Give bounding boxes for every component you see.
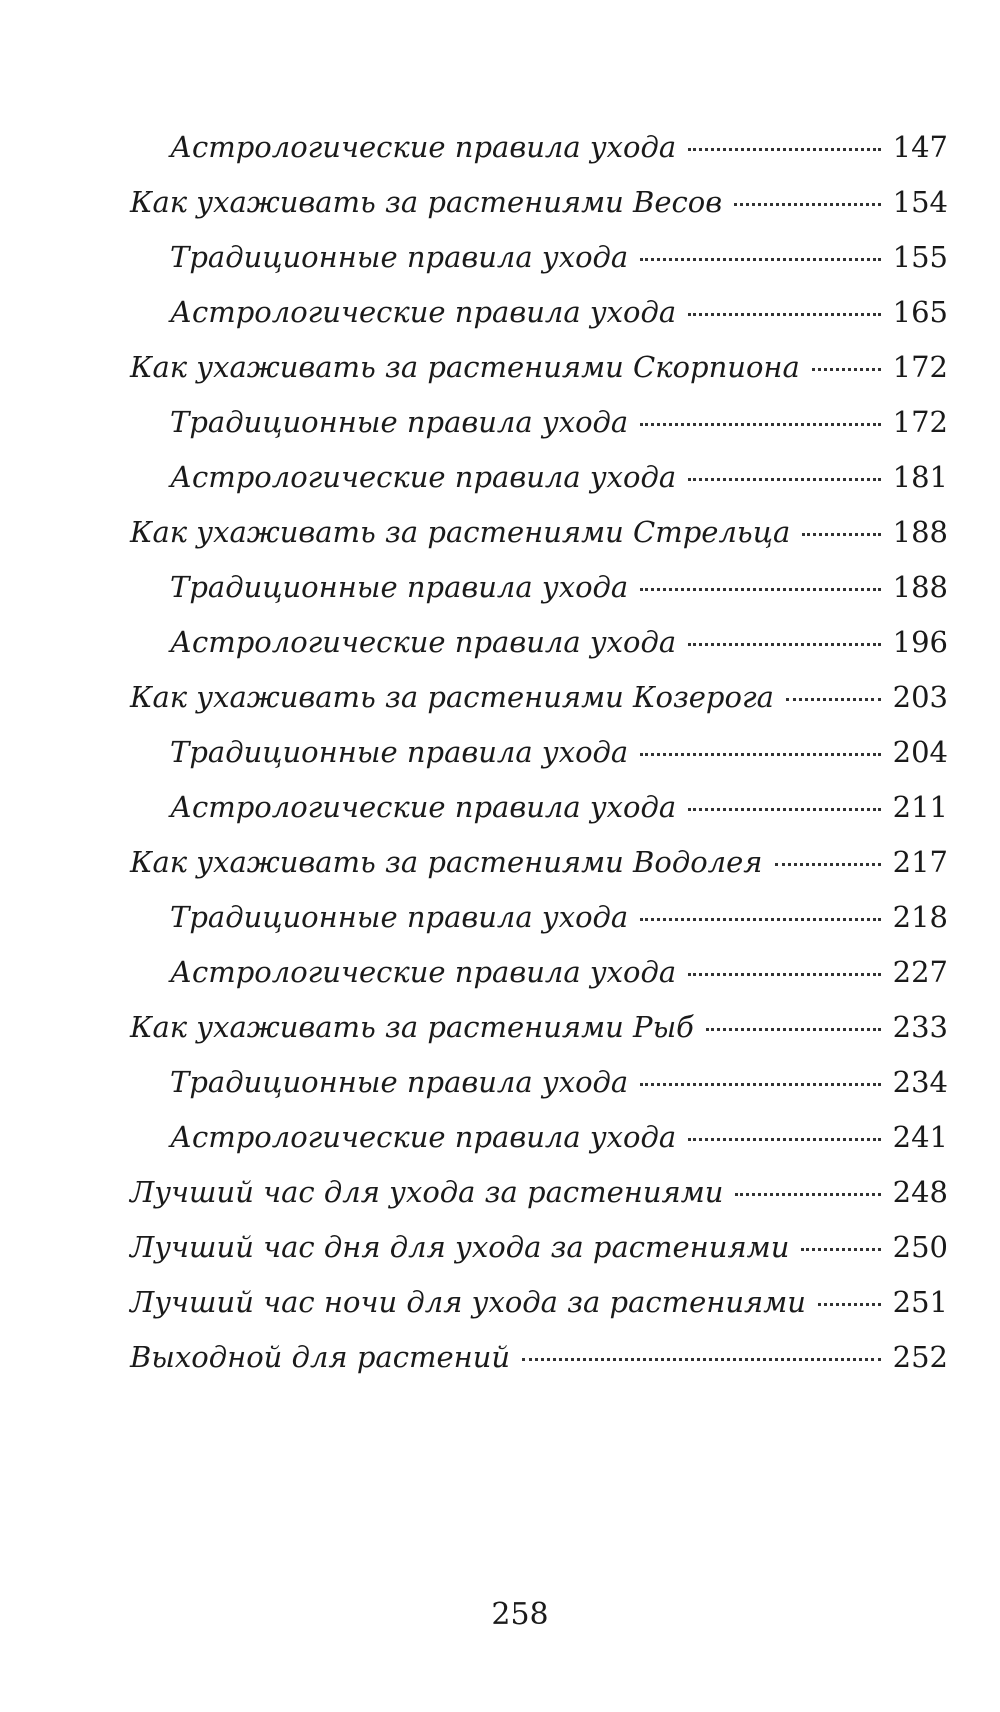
dot-leader — [688, 148, 880, 151]
toc-entry-page: 188 — [892, 515, 948, 549]
toc-entry-page: 250 — [892, 1230, 948, 1264]
toc-entry-page: 203 — [892, 680, 948, 714]
toc-entry-page: 204 — [892, 735, 948, 769]
toc-entry-title: Как ухаживать за растениями Водолея — [130, 845, 763, 879]
toc-entry-page: 227 — [892, 955, 948, 989]
dot-leader — [688, 478, 880, 481]
dot-leader — [640, 258, 880, 261]
dot-leader — [688, 643, 880, 646]
toc-entry-page: 181 — [892, 460, 948, 494]
dot-leader — [786, 698, 881, 701]
toc-entry — [130, 670, 948, 725]
toc-entry-title: Астрологические правила ухода — [170, 1120, 677, 1154]
toc-entry — [130, 230, 948, 285]
toc-entry — [130, 780, 948, 835]
toc-entry-title: Лучший час для ухода за растениями — [130, 1175, 724, 1209]
toc-entry-title: Как ухаживать за растениями Рыб — [130, 1010, 694, 1044]
toc-entry-page: 188 — [892, 570, 948, 604]
dot-leader — [688, 1138, 880, 1141]
dot-leader — [812, 368, 881, 371]
dot-leader — [688, 973, 880, 976]
toc-entry-title: Как ухаживать за растениями Козерога — [130, 680, 774, 714]
dot-leader — [688, 808, 880, 811]
dot-leader — [802, 533, 880, 536]
dot-leader — [706, 1028, 881, 1031]
dot-leader — [688, 313, 880, 316]
toc-entry — [130, 450, 948, 505]
dot-leader — [640, 1083, 880, 1086]
toc-entry — [130, 945, 948, 1000]
toc-entry-title: Лучший час ночи для ухода за растениями — [130, 1285, 806, 1319]
toc-entry-page: 251 — [892, 1285, 948, 1319]
toc-entry-page: 211 — [892, 790, 948, 824]
toc-entry-page: 233 — [892, 1010, 948, 1044]
table-of-contents — [130, 120, 948, 1385]
dot-leader — [522, 1358, 881, 1361]
toc-entry-title: Выходной для растений — [130, 1340, 511, 1374]
toc-entry-title: Как ухаживать за растениями Стрельца — [130, 515, 791, 549]
dot-leader — [640, 423, 880, 426]
toc-entry — [130, 120, 948, 175]
toc-entry-page: 155 — [892, 240, 948, 274]
toc-entry-title: Астрологические правила ухода — [170, 625, 677, 659]
toc-entry — [130, 175, 948, 230]
toc-entry-page: 172 — [892, 405, 948, 439]
toc-entry-title: Астрологические правила ухода — [170, 460, 677, 494]
toc-entry-title: Традиционные правила ухода — [170, 1065, 629, 1099]
dot-leader — [640, 588, 880, 591]
toc-entry-page: 241 — [892, 1120, 948, 1154]
toc-entry-title: Лучший час дня для ухода за растениями — [130, 1230, 790, 1264]
toc-entry-title: Как ухаживать за растениями Весов — [130, 185, 723, 219]
toc-entry-title: Традиционные правила ухода — [170, 900, 629, 934]
toc-entry — [130, 1055, 948, 1110]
toc-entry — [130, 1000, 948, 1055]
dot-leader — [801, 1248, 880, 1251]
toc-entry — [130, 1165, 948, 1220]
toc-entry — [130, 1330, 948, 1385]
toc-entry — [130, 1275, 948, 1330]
toc-entry — [130, 835, 948, 890]
toc-entry-page: 217 — [892, 845, 948, 879]
toc-entry-page: 234 — [892, 1065, 948, 1099]
toc-entry — [130, 1220, 948, 1275]
toc-entry — [130, 340, 948, 395]
page-number: 258 — [491, 1597, 549, 1632]
toc-entry — [130, 725, 948, 780]
dot-leader — [734, 203, 881, 206]
toc-entry-page: 218 — [892, 900, 948, 934]
toc-entry — [130, 395, 948, 450]
toc-entry-title: Традиционные правила ухода — [170, 735, 629, 769]
toc-entry-page: 196 — [892, 625, 948, 659]
toc-entry — [130, 890, 948, 945]
dot-leader — [818, 1303, 881, 1306]
toc-entry-title: Астрологические правила ухода — [170, 130, 677, 164]
toc-entry-page: 172 — [892, 350, 948, 384]
toc-entry-page: 147 — [892, 130, 948, 164]
dot-leader — [640, 918, 880, 921]
toc-entry-page: 248 — [892, 1175, 948, 1209]
toc-entry — [130, 560, 948, 615]
toc-entry-title: Традиционные правила ухода — [170, 240, 629, 274]
toc-entry-title: Традиционные правила ухода — [170, 405, 629, 439]
toc-entry — [130, 615, 948, 670]
toc-entry — [130, 505, 948, 560]
dot-leader — [735, 1193, 880, 1196]
toc-entry-page: 165 — [892, 295, 948, 329]
toc-entry — [130, 1110, 948, 1165]
toc-entry-title: Традиционные правила ухода — [170, 570, 629, 604]
toc-entry-title: Астрологические правила ухода — [170, 955, 677, 989]
dot-leader — [640, 753, 880, 756]
toc-entry-title: Астрологические правила ухода — [170, 295, 677, 329]
toc-entry-title: Астрологические правила ухода — [170, 790, 677, 824]
dot-leader — [775, 863, 881, 866]
toc-entry-page: 252 — [892, 1340, 948, 1374]
toc-entry-title: Как ухаживать за растениями Скорпиона — [130, 350, 800, 384]
toc-entry — [130, 285, 948, 340]
toc-entry-page: 154 — [892, 185, 948, 219]
